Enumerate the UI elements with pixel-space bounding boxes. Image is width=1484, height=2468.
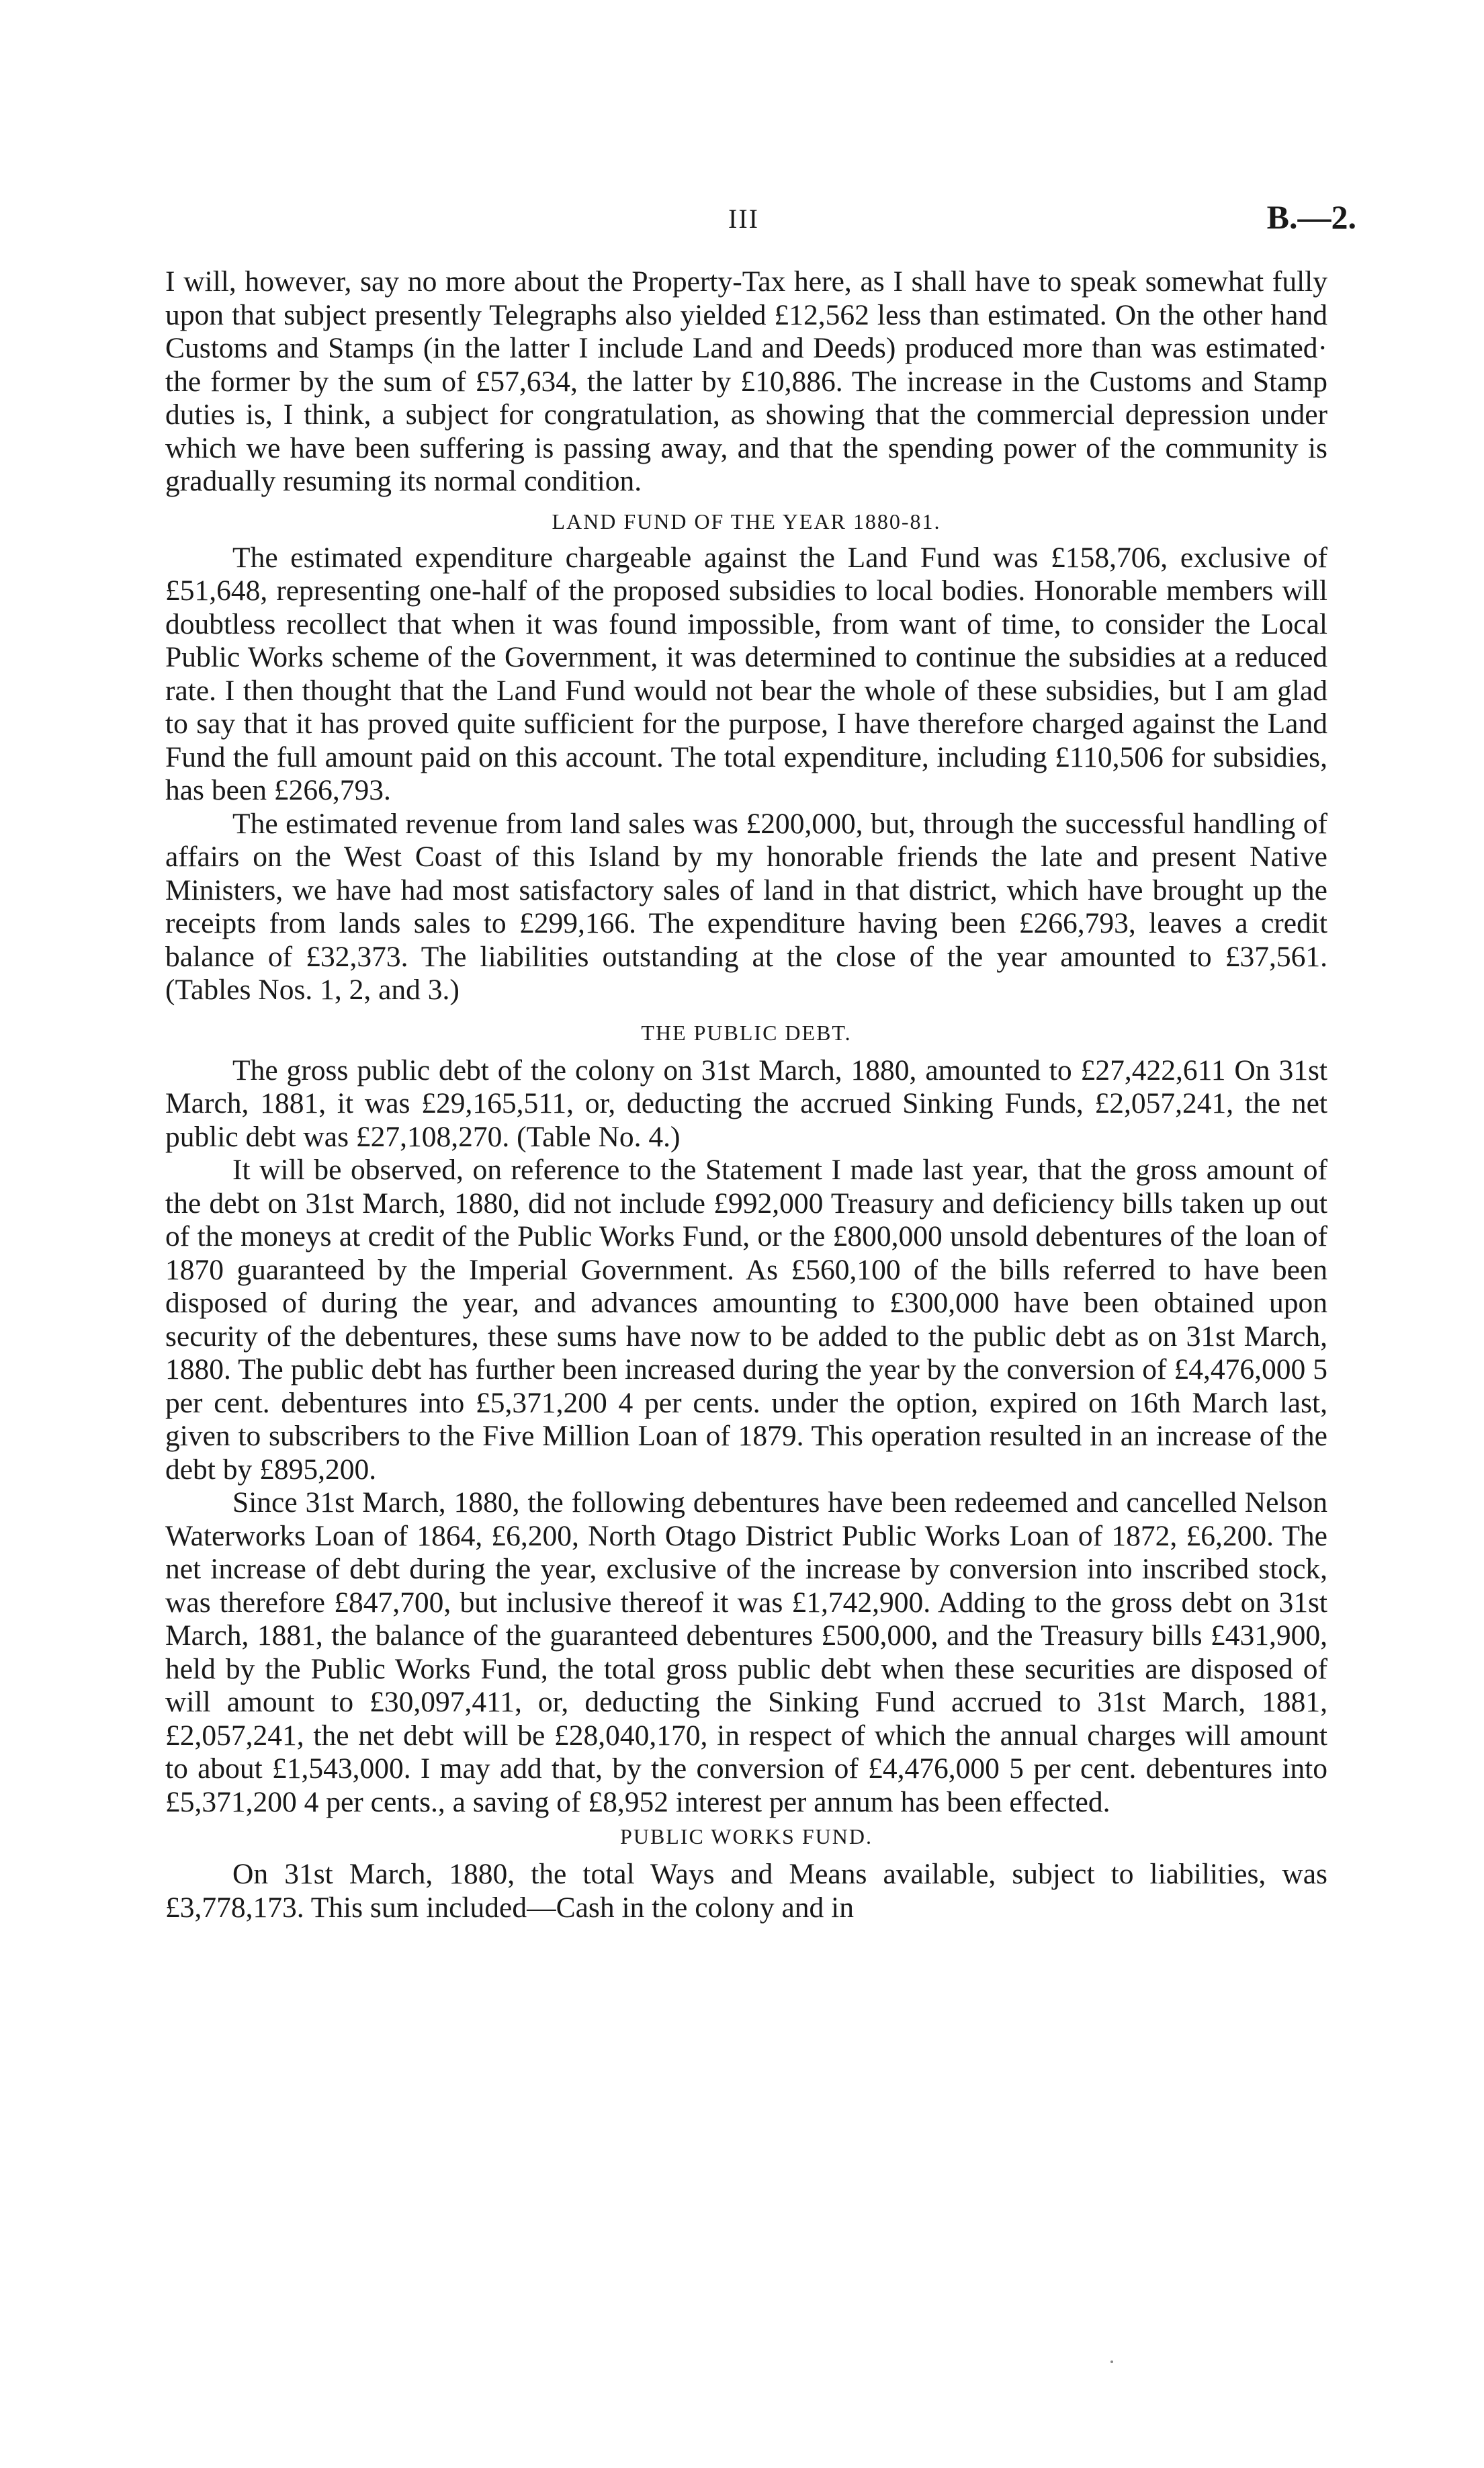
paragraph: Since 31st March, 1880, the following debentures have been redeemed and cancelled Nelson Waterworks Loan of 1864, £6,200, North Otago District Public Works Loan of 1872, £6,200. The net increase of debt during the year, exclusive of the increase by conversion into inscribed stock, was therefore £847,700, but inclusive thereof it was £1,742,900. Adding to the gross debt on 31st March, 1881, the balance of the guaranteed debentures £500,000, and the Treasury bills £431,900, held by the Public Works Fund, the total gross public debt when these securities are disposed of will amount to £30,097,411, or, deducting the Sinking Fund accrued to 31st March, 1881, £2,057,241, the net debt will be £28,040,170, in respect of which the annual charges will amount to about £1,543,000. I may add that, by the conversion of £4,476,000 5 per cent. debentures into £5,371,200 4 per cents., a saving of £8,952 interest per annum has been effected. [165, 1486, 1327, 1818]
paragraph: The gross public debt of the colony on 31st March, 1880, amounted to £27,422,611 On 31st March, 1881, it was £29,165,511, or, deducting the accrued Sinking Funds, £2,057,241, the net public debt was £27,108,270. (Table No. 4.) [165, 1054, 1327, 1153]
section-heading-land-fund: LAND FUND OF THE YEAR 1880-81. [552, 509, 941, 534]
page-number: III [728, 204, 759, 234]
section-heading-public-works-fund: PUBLIC WORKS FUND. [620, 1824, 873, 1848]
section-heading-public-debt: THE PUBLIC DEBT. [641, 1020, 852, 1045]
body-text [165, 265, 1327, 1924]
document-reference: B.—2. [1266, 198, 1356, 236]
ink-speck [1110, 2360, 1113, 2363]
paragraph: On 31st March, 1880, the total Ways and Means available, subject to liabilities, was £3,778,173. This sum included—Cash in the colony and in [165, 1858, 1327, 1924]
paragraph: The estimated revenue from land sales was £200,000, but, through the successful handling of affairs on the West Coast of this Island by my honorable friends the late and present Native Ministers, we have had most satisfactory sales of land in that district, which have brought up the receipts from lands sales to £299,166. The expenditure having been £266,793, leaves a credit balance of £32,373. The liabilities outstanding at the close of the year amounted to £37,561. (Tables Nos. 1, 2, and 3.) [165, 807, 1327, 1006]
paragraph: It will be observed, on reference to the Statement I made last year, that the gross amount of the debt on 31st March, 1880, did not include £992,000 Treasury and deficiency bills taken up out of the moneys at credit of the Public Works Fund, or the £800,000 unsold debentures of the loan of 1870 guaranteed by the Imperial Government. As £560,100 of the bills referred to have been disposed of during the year, and advances amounting to £300,000 have been obtained upon security of the debentures, these sums have now to be added to the public debt as on 31st March, 1880. The public debt has further been increased during the year by the conversion of £4,476,000 5 per cent. debentures into £5,371,200 4 per cents. under the option, expired on 16th March last, given to subscribers to the Five Million Loan of 1879. This operation resulted in an increase of the debt by £895,200. [165, 1154, 1327, 1486]
paragraph: The estimated expenditure chargeable against the Land Fund was £158,706, exclusive of £51,648, representing one-half of the proposed subsidies to local bodies. Honorable members will doubtless recollect that when it was found impossible, from want of time, to consider the Local Public Works scheme of the Government, it was determined to continue the subsidies at a reduced rate. I then thought that the Land Fund would not bear the whole of these subsidies, but I am glad to say that it has proved quite sufficient for the purpose, I have therefore charged against the Land Fund the full amount paid on this account. The total expenditure, including £110,506 for subsidies, has been £266,793. [165, 541, 1327, 806]
page-header [0, 198, 1484, 242]
paragraph: I will, however, say no more about the Property-Tax here, as I shall have to speak somewhat fully upon that subject presently Telegraphs also yielded £12,562 less than estimated. On the other hand Customs and Stamps (in the latter I include Land and Deeds) produced more than was estimated· the former by the sum of £57,634, the latter by £10,886. The increase in the Customs and Stamp duties is, I think, a subject for congratulation, as showing that the commercial depression under which we have been suffering is passing away, and that the spending power of the community is gradually resuming its normal condition. [165, 265, 1327, 497]
